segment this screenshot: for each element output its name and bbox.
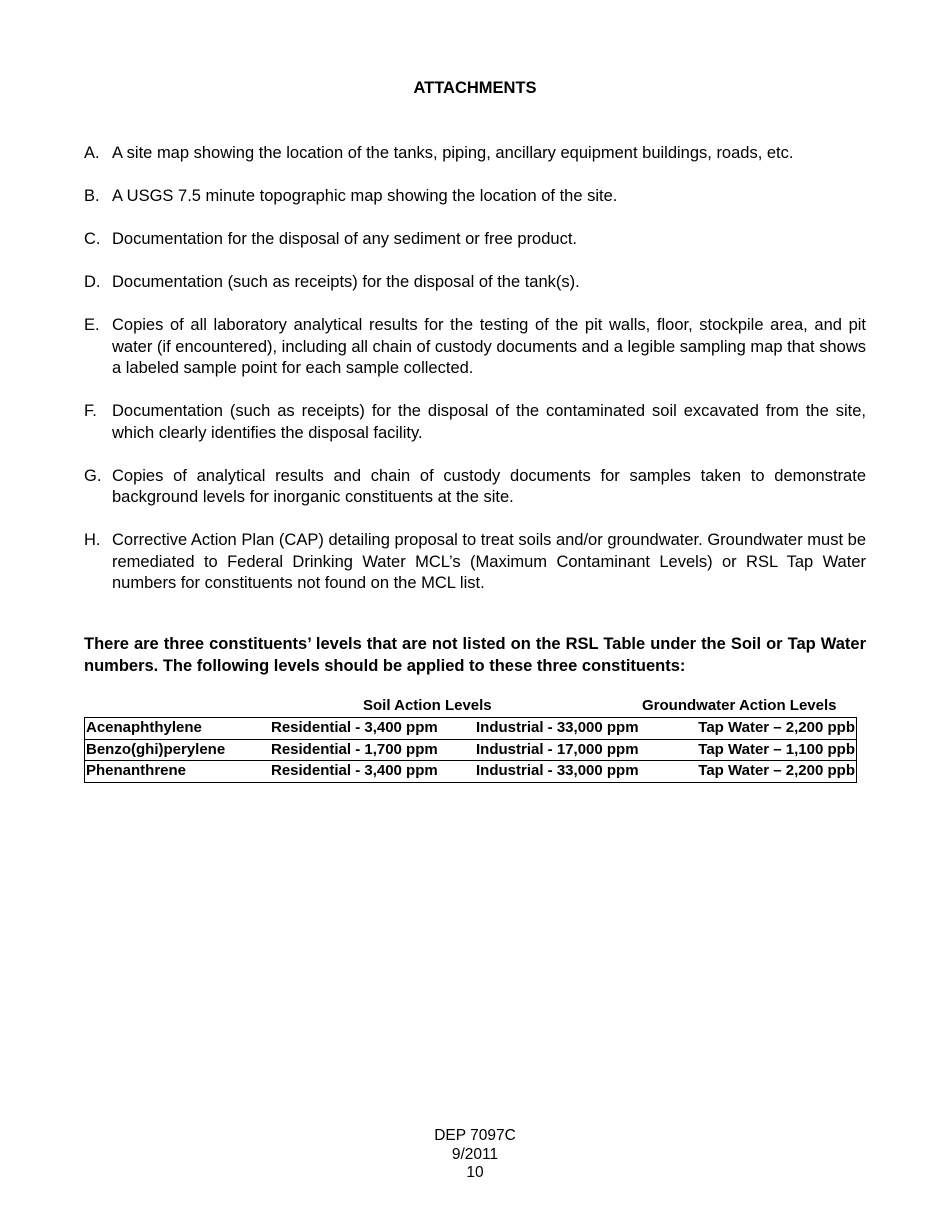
form-date: 9/2011: [451, 1145, 499, 1163]
industrial-level-cell: Industrial - 33,000 ppm: [473, 761, 682, 783]
constituent-cell: Benzo(ghi)perylene: [85, 739, 272, 761]
attachment-text: A USGS 7.5 minute topographic map showing the location of the site.: [112, 187, 618, 205]
attachment-text: Documentation (such as receipts) for the disposal of the contaminated soil excavated from the site, which clearly identifies the disposal facility.: [112, 402, 866, 442]
attachment-text: Copies of analytical results and chain of custody documents for samples taken to demonstrate background levels for inorganic constituents at the site.: [112, 466, 866, 506]
attachment-letter: D.: [84, 273, 101, 291]
page-footer: [0, 1127, 950, 1183]
tap-water-level-cell: Tap Water – 2,200 ppb: [682, 718, 857, 740]
residential-level-cell: Residential - 3,400 ppm: [271, 761, 473, 783]
table-row: [85, 761, 857, 783]
action-levels-table: [84, 717, 857, 783]
attachment-text: Documentation for the disposal of any sediment or free product.: [112, 230, 578, 248]
table-row: [85, 718, 857, 740]
industrial-level-cell: Industrial - 33,000 ppm: [473, 718, 682, 740]
constituent-cell: Phenanthrene: [85, 761, 272, 783]
attachment-item-c: [84, 229, 866, 251]
form-number: DEP 7097C: [434, 1127, 516, 1144]
residential-level-cell: Residential - 3,400 ppm: [271, 718, 473, 740]
attachment-letter: C.: [84, 230, 101, 248]
residential-level-cell: Residential - 1,700 ppm: [271, 739, 473, 761]
attachment-item-e: [84, 315, 866, 380]
soil-action-levels-header: Soil Action Levels: [363, 697, 492, 714]
table-row: [85, 739, 857, 761]
attachment-letter: F.: [84, 402, 97, 420]
page-number: 10: [466, 1164, 484, 1181]
constituent-cell: Acenaphthylene: [85, 718, 272, 740]
attachment-item-b: [84, 186, 866, 208]
attachment-item-a: [84, 143, 866, 165]
tap-water-level-cell: Tap Water – 2,200 ppb: [682, 761, 857, 783]
attachment-text: Corrective Action Plan (CAP) detailing proposal to treat soils and/or groundwater. Groundwater must be remediated to Federal Drinking Water MCL’s (Maximum Contaminant Levels) or RSL Tap Water numbers for constituents not found on the MCL list.: [112, 531, 866, 592]
constituents-notice: There are three constituents’ levels that are not listed on the RSL Table under the Soil or Tap Water numbers. The following levels should be applied to these three constituents:: [84, 635, 866, 675]
attachment-item-g: [84, 466, 866, 509]
attachment-letter: G.: [84, 466, 102, 485]
attachment-text: Copies of all laboratory analytical results for the testing of the pit walls, floor, stockpile area, and pit water (if encountered), including all chain of custody documents and a legible sampling map that shows a labeled sample point for each sample collected.: [112, 316, 866, 377]
attachment-letter: E.: [84, 316, 100, 334]
tap-water-level-cell: Tap Water – 1,100 ppb: [682, 739, 857, 761]
attachment-letter: B.: [84, 187, 100, 205]
attachment-item-d: [84, 272, 866, 294]
page-title: ATTACHMENTS: [413, 79, 537, 97]
attachment-letter: A.: [84, 144, 100, 162]
attachments-list: [84, 143, 866, 616]
industrial-level-cell: Industrial - 17,000 ppm: [473, 739, 682, 761]
attachment-item-f: [84, 401, 866, 444]
attachment-letter: H.: [84, 531, 101, 549]
attachment-item-h: [84, 530, 866, 595]
attachment-text: Documentation (such as receipts) for the disposal of the tank(s).: [112, 273, 580, 291]
attachment-text: A site map showing the location of the tanks, piping, ancillary equipment buildings, roads, etc.: [112, 144, 794, 162]
groundwater-action-levels-header: Groundwater Action Levels: [642, 697, 837, 714]
